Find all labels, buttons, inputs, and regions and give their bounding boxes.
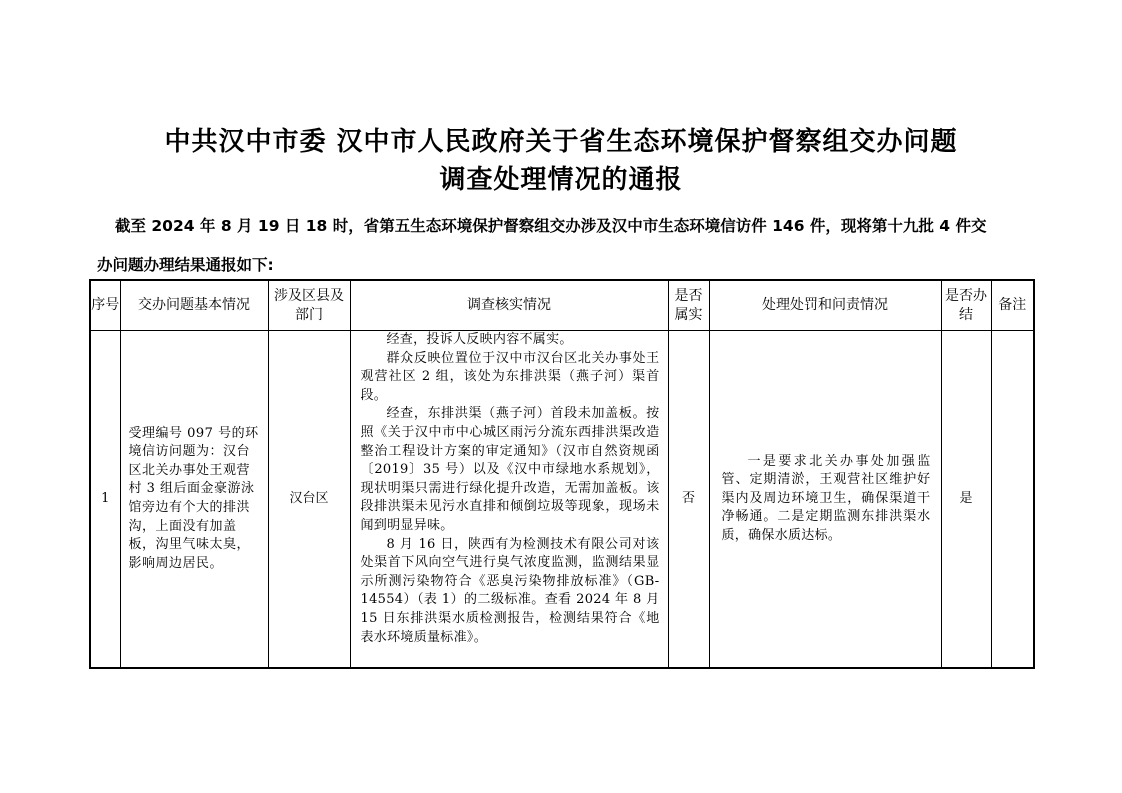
cell-investigation <box>350 331 668 669</box>
punishment-text: 一是要求北关办事处加强监管、定期清淤，王观营社区维护好渠内及周边环境卫生，确保渠道干净畅通。二是定期监测东排洪渠水质，确保水质达标。 <box>721 453 931 543</box>
cell-remark <box>991 331 1034 669</box>
investigation-text <box>361 331 660 667</box>
investigation-para-1: 经查，投诉人反映内容不属实。 <box>386 332 573 347</box>
cell-punishment <box>709 331 941 669</box>
intro-text-line2: 办问题办理结果通报如下: <box>97 256 274 274</box>
investigation-para-2: 群众反映位置位于汉中市汉台区北关办事处王观营社区 2 组，该处为东排洪渠（燕子河）渠首段。 <box>360 350 660 403</box>
header-closed: 是否办结 <box>941 280 991 331</box>
table-header-row <box>90 280 1034 331</box>
header-investigation: 调查核实情况 <box>350 280 668 331</box>
investigation-para-3: 经查，东排洪渠（燕子河）首段未加盖板。按照《关于汉中市中心城区雨污分流东西排洪渠改造整治工程设计方案的审定通知》（汉市自然资规函〔2019〕35 号）以及《汉中市绿地水系规划》，现状明渠只需进行绿化提升改造，无需加盖板。该段排洪渠未见污水直排和倾倒垃圾等现象，现场未闻到明显异味。 <box>360 406 660 533</box>
intro-text-line1: 截至 2024 年 8 月 19 日 18 时，省第五生态环境保护督察组交办涉及汉中市生态环境信访件 146 件，现将第十九批 4 件交 <box>115 217 987 235</box>
header-basic-info: 交办问题基本情况 <box>120 280 268 331</box>
cell-basic-info: 受理编号 097 号的环境信访问题为：汉台区北关办事处王观营村 3 组后面金豪游泳馆旁边有个大的排洪沟，上面没有加盖板，沟里气味太臭，影响周边居民。 <box>120 331 268 669</box>
investigation-para-4: 8 月 16 日，陕西有为检测技术有限公司对该处渠首下风向空气进行臭气浓度监测，监测结果显示所测污染物符合《恶臭污染物排放标准》（GB-14554）（表 1）的二级标准。查看 2024 年 8 月 15 日东排洪渠水质检测报告，检测结果符合《地表水环境质量标准》。 <box>360 536 660 645</box>
table-row <box>90 331 1034 669</box>
header-seq: 序号 <box>90 280 120 331</box>
document-title-line2: 调查处理情况的通报 <box>439 165 683 195</box>
cell-verified: 否 <box>668 331 709 669</box>
cell-closed: 是 <box>941 331 991 669</box>
header-district: 涉及区县及部门 <box>268 280 350 331</box>
header-verified: 是否属实 <box>668 280 709 331</box>
cell-seq: 1 <box>90 331 120 669</box>
document-title-line1: 中共汉中市委 汉中市人民政府关于省生态环境保护督察组交办问题 <box>164 127 958 157</box>
header-punishment: 处理处罚和问责情况 <box>709 280 941 331</box>
header-remark: 备注 <box>991 280 1034 331</box>
issues-table <box>89 279 1035 669</box>
cell-district: 汉台区 <box>268 331 350 669</box>
